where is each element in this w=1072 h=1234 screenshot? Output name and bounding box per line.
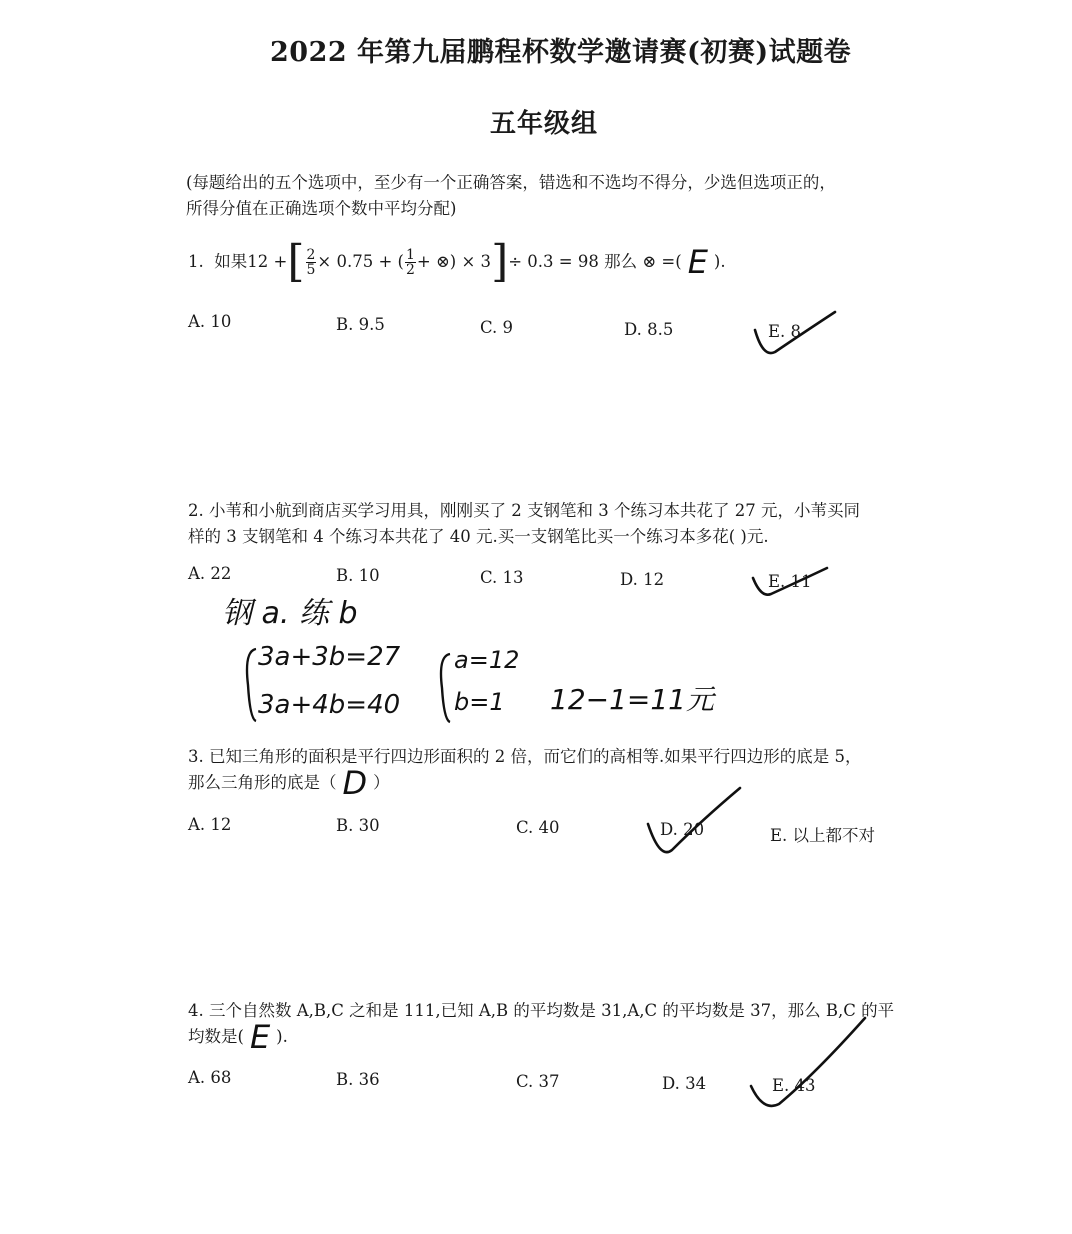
q3-line-2-text: 那么三角形的底是（ <box>188 773 337 792</box>
q4-line-2 <box>188 1018 288 1056</box>
grade-group: 五年级组 <box>490 109 599 139</box>
q3-option-b: B. 30 <box>336 816 380 835</box>
q4-line-1: 4. 三个自然数 A,B,C 之和是 111,已知 A,B 的平均数是 31,A,C 的平均数是 37，那么 B,C 的平 <box>188 1001 895 1020</box>
q2-work-solution-2: b=1 <box>454 688 505 716</box>
q1-prefix: 如果12 + <box>214 252 288 271</box>
q2-line-2: 样的 3 支钢笔和 4 个练习本共花了 40 元.买一支钢笔比买一个练习本多花( )元. <box>188 527 769 546</box>
instructions-line-1: (每题给出的五个选项中，至少有一个正确答案，错选和不选均不得分，少选但选项正的， <box>186 173 836 192</box>
q4-handwritten-answer: E <box>249 1018 271 1056</box>
q2-option-a: A. 22 <box>188 564 232 583</box>
q4-option-a: A. 68 <box>188 1068 232 1087</box>
exam-title: 2022 年第九届鹏程杯数学邀请赛(初赛)试题卷 <box>270 37 852 68</box>
q3-option-e: E. 以上都不对 <box>770 826 876 845</box>
q2-work-equation-2: 3a+4b=40 <box>258 690 401 720</box>
q4-option-b: B. 36 <box>336 1070 380 1089</box>
q4-checkmark-icon <box>745 1012 875 1112</box>
q3-option-a: A. 12 <box>188 815 232 834</box>
q1-option-b: B. 9.5 <box>336 315 385 334</box>
instructions-line-2: 所得分值在正确选项个数中平均分配) <box>186 199 457 218</box>
q4-option-d: D. 34 <box>662 1074 707 1093</box>
q3-handwritten-answer: D <box>342 764 368 802</box>
q1-handwritten-answer: E <box>687 243 708 281</box>
q3-option-c: C. 40 <box>516 818 560 837</box>
q2-system-brace-icon <box>238 645 260 725</box>
q1-option-d: D. 8.5 <box>624 320 674 339</box>
q2-work-variables: 钢 a. 练 b <box>222 596 358 631</box>
q2-option-b: B. 10 <box>336 566 380 585</box>
q1-suffix: ÷ 0.3 = 98 那么 ⊗ =( <box>508 252 682 271</box>
q2-work-equation-1: 3a+3b=27 <box>258 642 401 672</box>
q2-option-d: D. 12 <box>620 570 665 589</box>
q1-part3: + ⊗) × 3 <box>416 252 492 271</box>
q4-close: ). <box>276 1027 288 1046</box>
q3-line-2 <box>188 764 390 802</box>
q2-work-result: 12−1=11元 <box>550 683 714 716</box>
q2-line-1: 2. 小苇和小航到商店买学习用具，刚刚买了 2 支钢笔和 3 个练习本共花了 27 元，小苇买同 <box>188 501 860 520</box>
q1-fraction-a: $\frac{2}{5}$ <box>306 246 316 278</box>
right-bracket-icon: ] <box>491 236 509 287</box>
left-bracket-icon: [ <box>287 236 305 287</box>
q3-close: ） <box>373 773 390 792</box>
q4-option-c: C. 37 <box>516 1072 560 1091</box>
q1-option-c: C. 9 <box>480 318 514 337</box>
q1-stem <box>188 236 726 287</box>
q4-line-2-text: 均数是( <box>188 1027 244 1046</box>
q1-option-e: E. 8 <box>768 322 802 341</box>
q3-option-d: D. 20 <box>660 820 705 839</box>
q3-line-1: 3. 已知三角形的面积是平行四边形面积的 2 倍，而它们的高相等.如果平行四边形的底是 5， <box>188 747 862 766</box>
q2-option-c: C. 13 <box>480 568 524 587</box>
q1-fraction-b: $\frac{1}{2}$ <box>405 246 415 278</box>
q1-option-a: A. 10 <box>188 312 232 331</box>
q2-option-e: E. 11 <box>768 572 812 591</box>
q1-part2: × 0.75 + ( <box>317 252 404 271</box>
q2-solution-brace-icon <box>432 650 454 726</box>
q1-number: 1. <box>188 252 204 271</box>
q1-close: ). <box>713 252 726 271</box>
q4-option-e: E. 43 <box>772 1076 816 1095</box>
q2-work-solution-1: a=12 <box>454 646 520 674</box>
